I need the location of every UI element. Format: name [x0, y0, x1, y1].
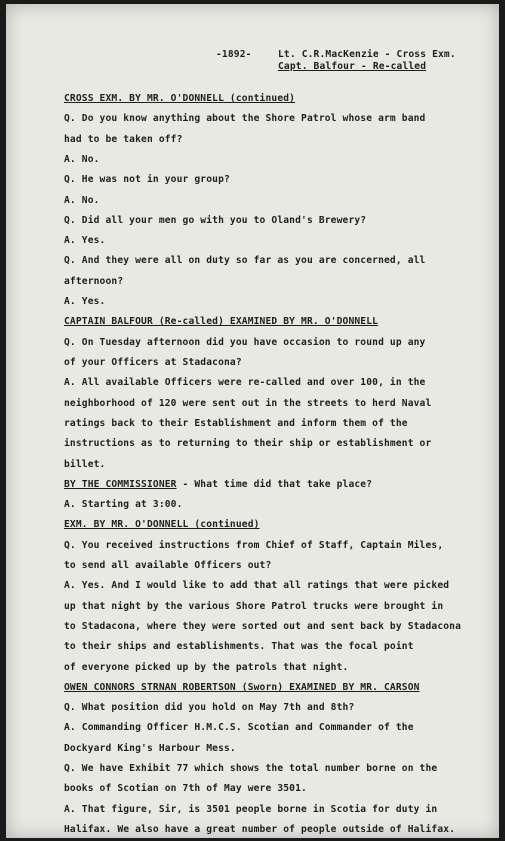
- answer-line: A. All available Officers were re-called and over 100, in the: [64, 377, 426, 388]
- section-heading: OWEN CONNORS STRNAN ROBERTSON (Sworn) EXAMINED BY MR. CARSON: [64, 682, 420, 693]
- text-line: billet.: [64, 459, 106, 470]
- text-line: books of Scotian on 7th of May were 3501.: [64, 783, 307, 794]
- document-page: [6, 4, 499, 838]
- section-heading: EXM. BY MR. O'DONNELL (continued): [64, 519, 260, 530]
- text-line: afternoon?: [64, 276, 124, 287]
- commissioner-line: [64, 479, 372, 490]
- question-line: Q. On Tuesday afternoon did you have occasion to round up any: [64, 337, 426, 348]
- question-line: Q. And they were all on duty so far as you are concerned, all: [64, 255, 426, 266]
- question-line: Q. Do you know anything about the Shore Patrol whose arm band: [64, 113, 426, 124]
- answer-line: A. Starting at 3:00.: [64, 499, 183, 510]
- question-line: Q. He was not in your group?: [64, 174, 230, 185]
- section-heading: CAPTAIN BALFOUR (Re-called) EXAMINED BY MR. O'DONNELL: [64, 316, 379, 327]
- page-number: -1892-: [216, 49, 252, 60]
- commissioner-label: BY THE COMMISSIONER: [64, 479, 177, 490]
- text-line: Halifax. We also have a great number of people outside of Halifax.: [64, 824, 456, 835]
- answer-line: A. Yes.: [64, 235, 106, 246]
- commissioner-question: - What time did that take place?: [176, 479, 373, 490]
- text-line: of your Officers at Stadacona?: [64, 357, 242, 368]
- header-line-2: Capt. Balfour - Re-called: [278, 61, 427, 72]
- question-line: Q. What position did you hold on May 7th and 8th?: [64, 702, 355, 713]
- text-line: ratings back to their Establishment and inform them of the: [64, 418, 408, 429]
- text-line: to Stadacona, where they were sorted out and sent back by Stadacona: [64, 621, 462, 632]
- section-heading: CROSS EXM. BY MR. O'DONNELL (continued): [64, 93, 296, 104]
- text-line: neighborhood of 120 were sent out in the streets to herd Naval: [64, 398, 432, 409]
- answer-line: A. No.: [64, 195, 100, 206]
- text-line: to send all available Officers out?: [64, 560, 272, 571]
- text-line: up that night by the various Shore Patrol trucks were brought in: [64, 601, 444, 612]
- answer-line: A. Commanding Officer H.M.C.S. Scotian and Commander of the: [64, 722, 414, 733]
- question-line: Q. Did all your men go with you to Oland's Brewery?: [64, 215, 367, 226]
- text-line: to their ships and establishments. That was the focal point: [64, 641, 414, 652]
- answer-line: A. Yes.: [64, 296, 106, 307]
- text-line: had to be taken off?: [64, 134, 183, 145]
- question-line: Q. You received instructions from Chief of Staff, Captain Miles,: [64, 540, 444, 551]
- text-line: of everyone picked up by the patrols that night.: [64, 662, 349, 673]
- text-line: Dockyard King's Harbour Mess.: [64, 743, 236, 754]
- question-line: Q. We have Exhibit 77 which shows the total number borne on the: [64, 763, 438, 774]
- answer-line: A. That figure, Sir, is 3501 people borne in Scotia for duty in: [64, 804, 438, 815]
- answer-line: A. No.: [64, 154, 100, 165]
- answer-line: A. Yes. And I would like to add that all ratings that were picked: [64, 580, 450, 591]
- header-line-1: Lt. C.R.MacKenzie - Cross Exm.: [278, 49, 456, 60]
- text-line: instructions as to returning to their ship or establishment or: [64, 438, 432, 449]
